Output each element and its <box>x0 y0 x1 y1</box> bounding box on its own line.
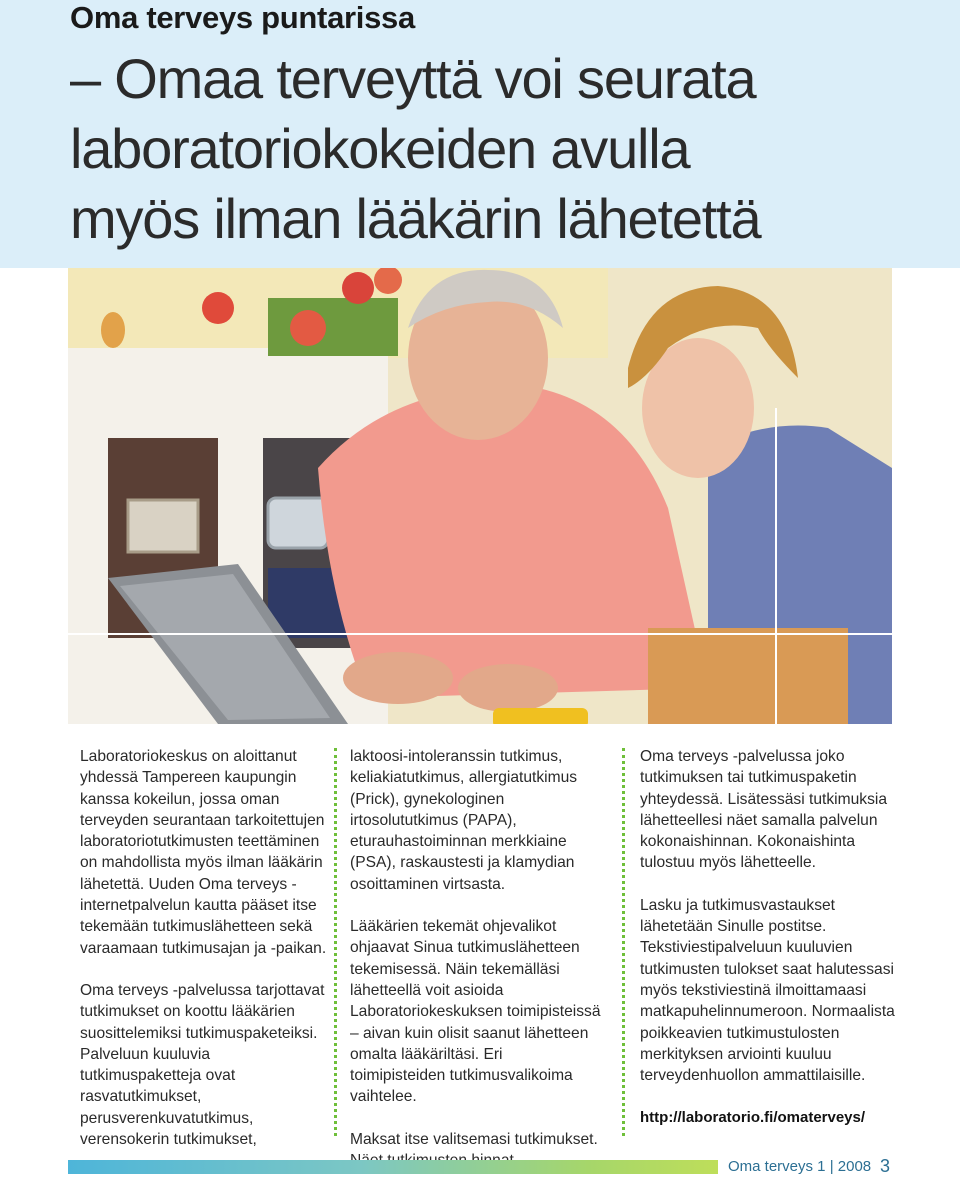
couple-at-laptop-photo <box>68 268 892 724</box>
header-band <box>0 0 960 268</box>
col2-paragraph-1: laktoosi-intoleranssin tutkimus, keliakiatutkimus, allergiatutkimus (Prick), gynekologinen irtosolututkimus (PAPA), eturauhastoiminnan merkkiaine (PSA), raskaustesti ja klamydian osoittaminen virtsasta. <box>350 748 578 893</box>
col3-paragraph-1: Oma terveys -palvelussa joko tutkimuksen tai tutkimuspaketin yhteydessä. Lisätessäsi tutkimuksia lähetteellesi näet samalla palvelun kokonaishinnan. Kokonaishinta tulostuu myös lähetteelle. <box>640 748 888 872</box>
column-divider-2 <box>622 748 625 1136</box>
footer-publication-name: Oma terveys 1 <box>728 1158 826 1175</box>
footer-gradient-bar <box>68 1160 718 1174</box>
photo-illustration <box>68 268 892 724</box>
col2-paragraph-2: Lääkärien tekemät ohjevalikot ohjaavat Sinua tutkimuslähetteen tekemisessä. Näin tekemälläsi lähetteellä voit asioida Laboratoriokeskuksen toimipisteissä – aivan kuin olisit saanut lähetteen omalta lääkäriltäsi. Eri toimipisteiden tutkimusvalikoima vaihtelee. <box>350 918 601 1106</box>
col1-paragraph-1: Laboratoriokeskus on aloittanut yhdessä Tampereen kaupungin kanssa kokeilun, jossa oman terveyden seurantaan tarkoitettujen laboratoriotutkimusten teettäminen on mahdollista myös ilman lääkärin lähetettä. Uuden Oma terveys -internetpalvelun kautta pääset itse tekemään tutkimuslähetteen sekä varaamaan tutkimusajan ja -paikan. <box>80 748 327 957</box>
footer-separator: | <box>829 1158 834 1175</box>
footer-year: 2008 <box>837 1158 872 1175</box>
text-column-1 <box>80 746 332 1171</box>
headline-line-2: laboratoriokokeiden avulla <box>70 117 690 180</box>
headline-line-3: myös ilman lääkärin lähetettä <box>70 187 761 250</box>
service-url-link[interactable]: http://laboratorio.fi/omaterveys/ <box>640 1109 866 1127</box>
footer-publication <box>728 1157 871 1177</box>
headline <box>70 44 930 254</box>
text-column-3 <box>640 746 902 1150</box>
text-column-2 <box>350 746 602 1192</box>
column-divider-1 <box>334 748 337 1136</box>
section-kicker: Oma terveys puntarissa <box>70 0 415 35</box>
headline-line-1: – Omaa terveyttä voi seurata <box>70 47 756 110</box>
page-number: 3 <box>880 1156 891 1176</box>
col1-paragraph-2: Oma terveys -palvelussa tarjottavat tutkimukset on koottu lääkärien suosittelemiksi tutkimuspaketeiksi. Palveluun kuuluvia tutkimuspaketteja ovat rasvatutkimukset, perusverenkuvatutkimus, verensokerin tutkimukset, <box>80 981 325 1149</box>
col3-paragraph-2: Lasku ja tutkimusvastaukset lähetetään Sinulle postitse. Tekstiviestipalveluun kuuluvien tutkimusten tulokset saat halutessasi myös tekstiviestinä ilmoittamaasi matkapuhelinnumeroon. Normaalista poikkeavien tutkimustulosten merkityksen arviointi kuuluu terveydenhuollon ammattilaisille. <box>640 896 895 1085</box>
col2-paragraph-3: Maksat itse valitsemasi tutkimukset. <box>350 1130 598 1148</box>
